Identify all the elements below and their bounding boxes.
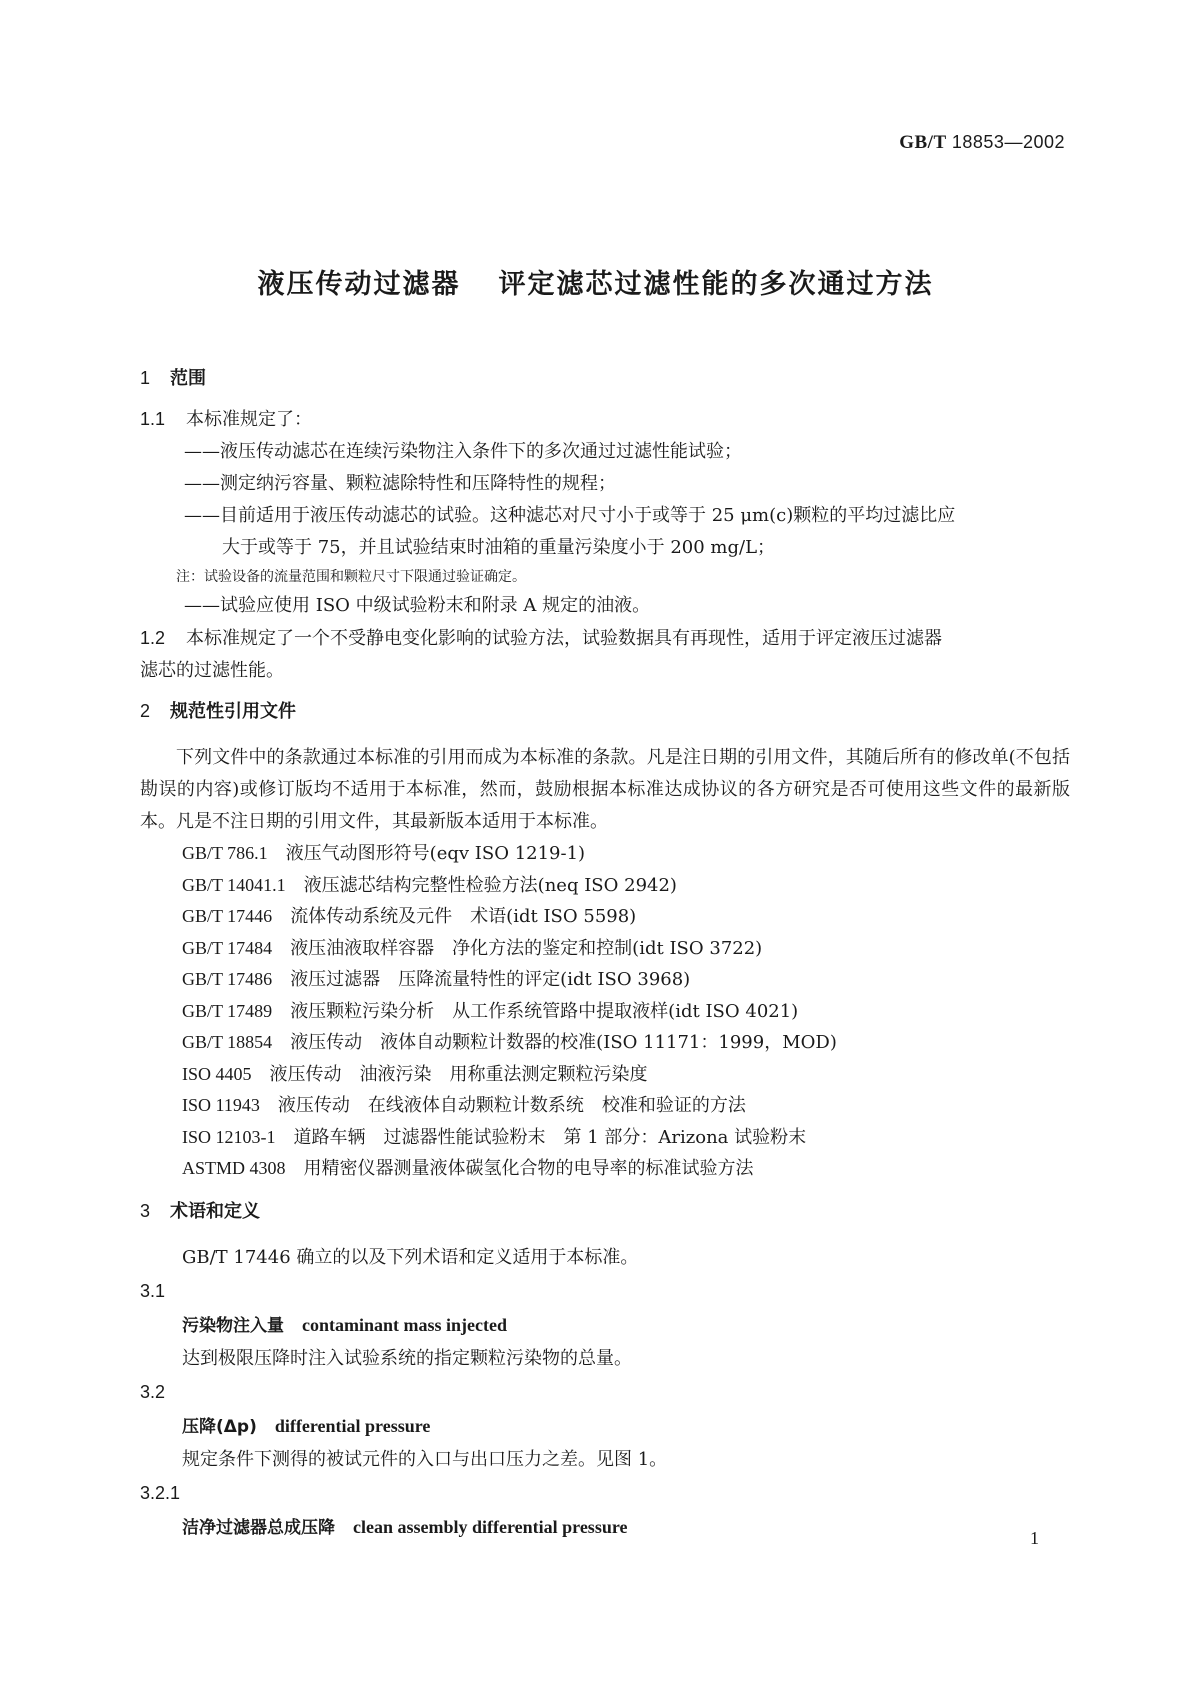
standard-number: 18853—2002	[951, 132, 1065, 152]
standard-prefix: GB/T	[899, 132, 947, 153]
term-heading: 压降(Δp) differential pressure	[182, 1415, 431, 1437]
clause-number: 1.1	[140, 409, 166, 429]
term-heading: 洁净过滤器总成压降 clean assembly differential pressure	[182, 1516, 628, 1538]
reference-item: GB/T 17484 液压油液取样容器 净化方法的鉴定和控制(idt ISO 3722)	[182, 937, 763, 959]
reference-item: GB/T 786.1 液压气动图形符号(eqv ISO 1219-1)	[182, 843, 586, 864]
reference-item: ISO 12103-1 道路车辆 过滤器性能试验粉末 第 1 部分：Arizona 试验粉末	[182, 1126, 807, 1148]
page-number: 1	[1030, 1528, 1039, 1548]
clause-number: 1.2	[140, 628, 166, 648]
reference-item: ISO 4405 液压传动 油液污染 用称重法测定颗粒污染度	[182, 1063, 648, 1085]
term-number: 3.1	[140, 1280, 166, 1301]
list-item: ——试验应使用 ISO 中级试验粉末和附录 A 规定的油液。	[184, 595, 651, 616]
terms-intro: GB/T 17446 确立的以及下列术语和定义适用于本标准。	[182, 1246, 639, 1268]
reference-item: GB/T 17446 流体传动系统及元件 术语(idt ISO 5598)	[182, 906, 637, 927]
reference-item: GB/T 14041.1 液压滤芯结构完整性检验方法(neq ISO 2942)	[182, 874, 677, 896]
reference-item: ASTMD 4308 用精密仪器测量液体碳氢化合物的电导率的标准试验方法	[182, 1158, 754, 1179]
reference-item: GB/T 18854 液压传动 液体自动颗粒计数器的校准(ISO 11171：1999，MOD)	[182, 1032, 837, 1053]
reference-item: GB/T 17489 液压颗粒污染分析 从工作系统管路中提取液样(idt ISO 4021)	[182, 1000, 799, 1022]
clause-text-continuation: 滤芯的过滤性能。	[140, 660, 284, 681]
clause-intro: 本标准规定了：	[186, 409, 312, 430]
clause-1-1	[140, 403, 1070, 436]
clause-text: 本标准规定了一个不受静电变化影响的试验方法，试验数据具有再现性，适用于评定液压过滤器	[186, 628, 942, 649]
standard-code	[899, 132, 1065, 154]
reference-item: ISO 11943 液压传动 在线液体自动颗粒计数系统 校准和验证的方法	[182, 1095, 746, 1116]
list-item: ——目前适用于液压传动滤芯的试验。这种滤芯对尺寸小于或等于 25 μm(c)颗粒的平均过滤比应	[184, 505, 956, 526]
term-number: 3.2	[140, 1381, 166, 1402]
list-item-continuation: 大于或等于 75，并且试验结束时油箱的重量污染度小于 200 mg/L；	[222, 537, 776, 558]
term-heading: 污染物注入量 contaminant mass injected	[182, 1314, 507, 1336]
title-part-1: 液压传动过滤器	[257, 269, 461, 300]
document-title	[0, 262, 1191, 301]
term-definition: 规定条件下测得的被试元件的入口与出口压力之差。见图 1。	[182, 1448, 668, 1470]
normative-references-intro: 下列文件中的条款通过本标准的引用而成为本标准的条款。凡是注日期的引用文件，其随后所有的修改单(不包括勘误的内容)或修订版均不适用于本标准，然而，鼓励根据本标准达成协议的各方研究是否可使用这些文件的最新版本。凡是不注日期的引用文件，其最新版本适用于本标准。	[140, 747, 1070, 832]
section-heading-3: 3 术语和定义	[140, 1200, 260, 1222]
term-number: 3.2.1	[140, 1482, 181, 1503]
section-heading-1: 1 范围	[140, 368, 206, 389]
term-definition: 达到极限压降时注入试验系统的指定颗粒污染物的总量。	[182, 1347, 632, 1369]
section-heading-2: 2 规范性引用文件	[140, 701, 296, 722]
note: 注：试验设备的流量范围和颗粒尺寸下限通过验证确定。	[176, 569, 526, 585]
title-part-2: 评定滤芯过滤性能的多次通过方法	[498, 269, 934, 300]
list-item: ——测定纳污容量、颗粒滤除特性和压降特性的规程；	[184, 473, 616, 494]
list-item: ——液压传动滤芯在连续污染物注入条件下的多次通过过滤性能试验；	[184, 441, 742, 462]
document-body	[140, 362, 1070, 1545]
clause-1-2	[140, 622, 1070, 655]
reference-item: GB/T 17486 液压过滤器 压降流量特性的评定(idt ISO 3968)	[182, 969, 691, 990]
